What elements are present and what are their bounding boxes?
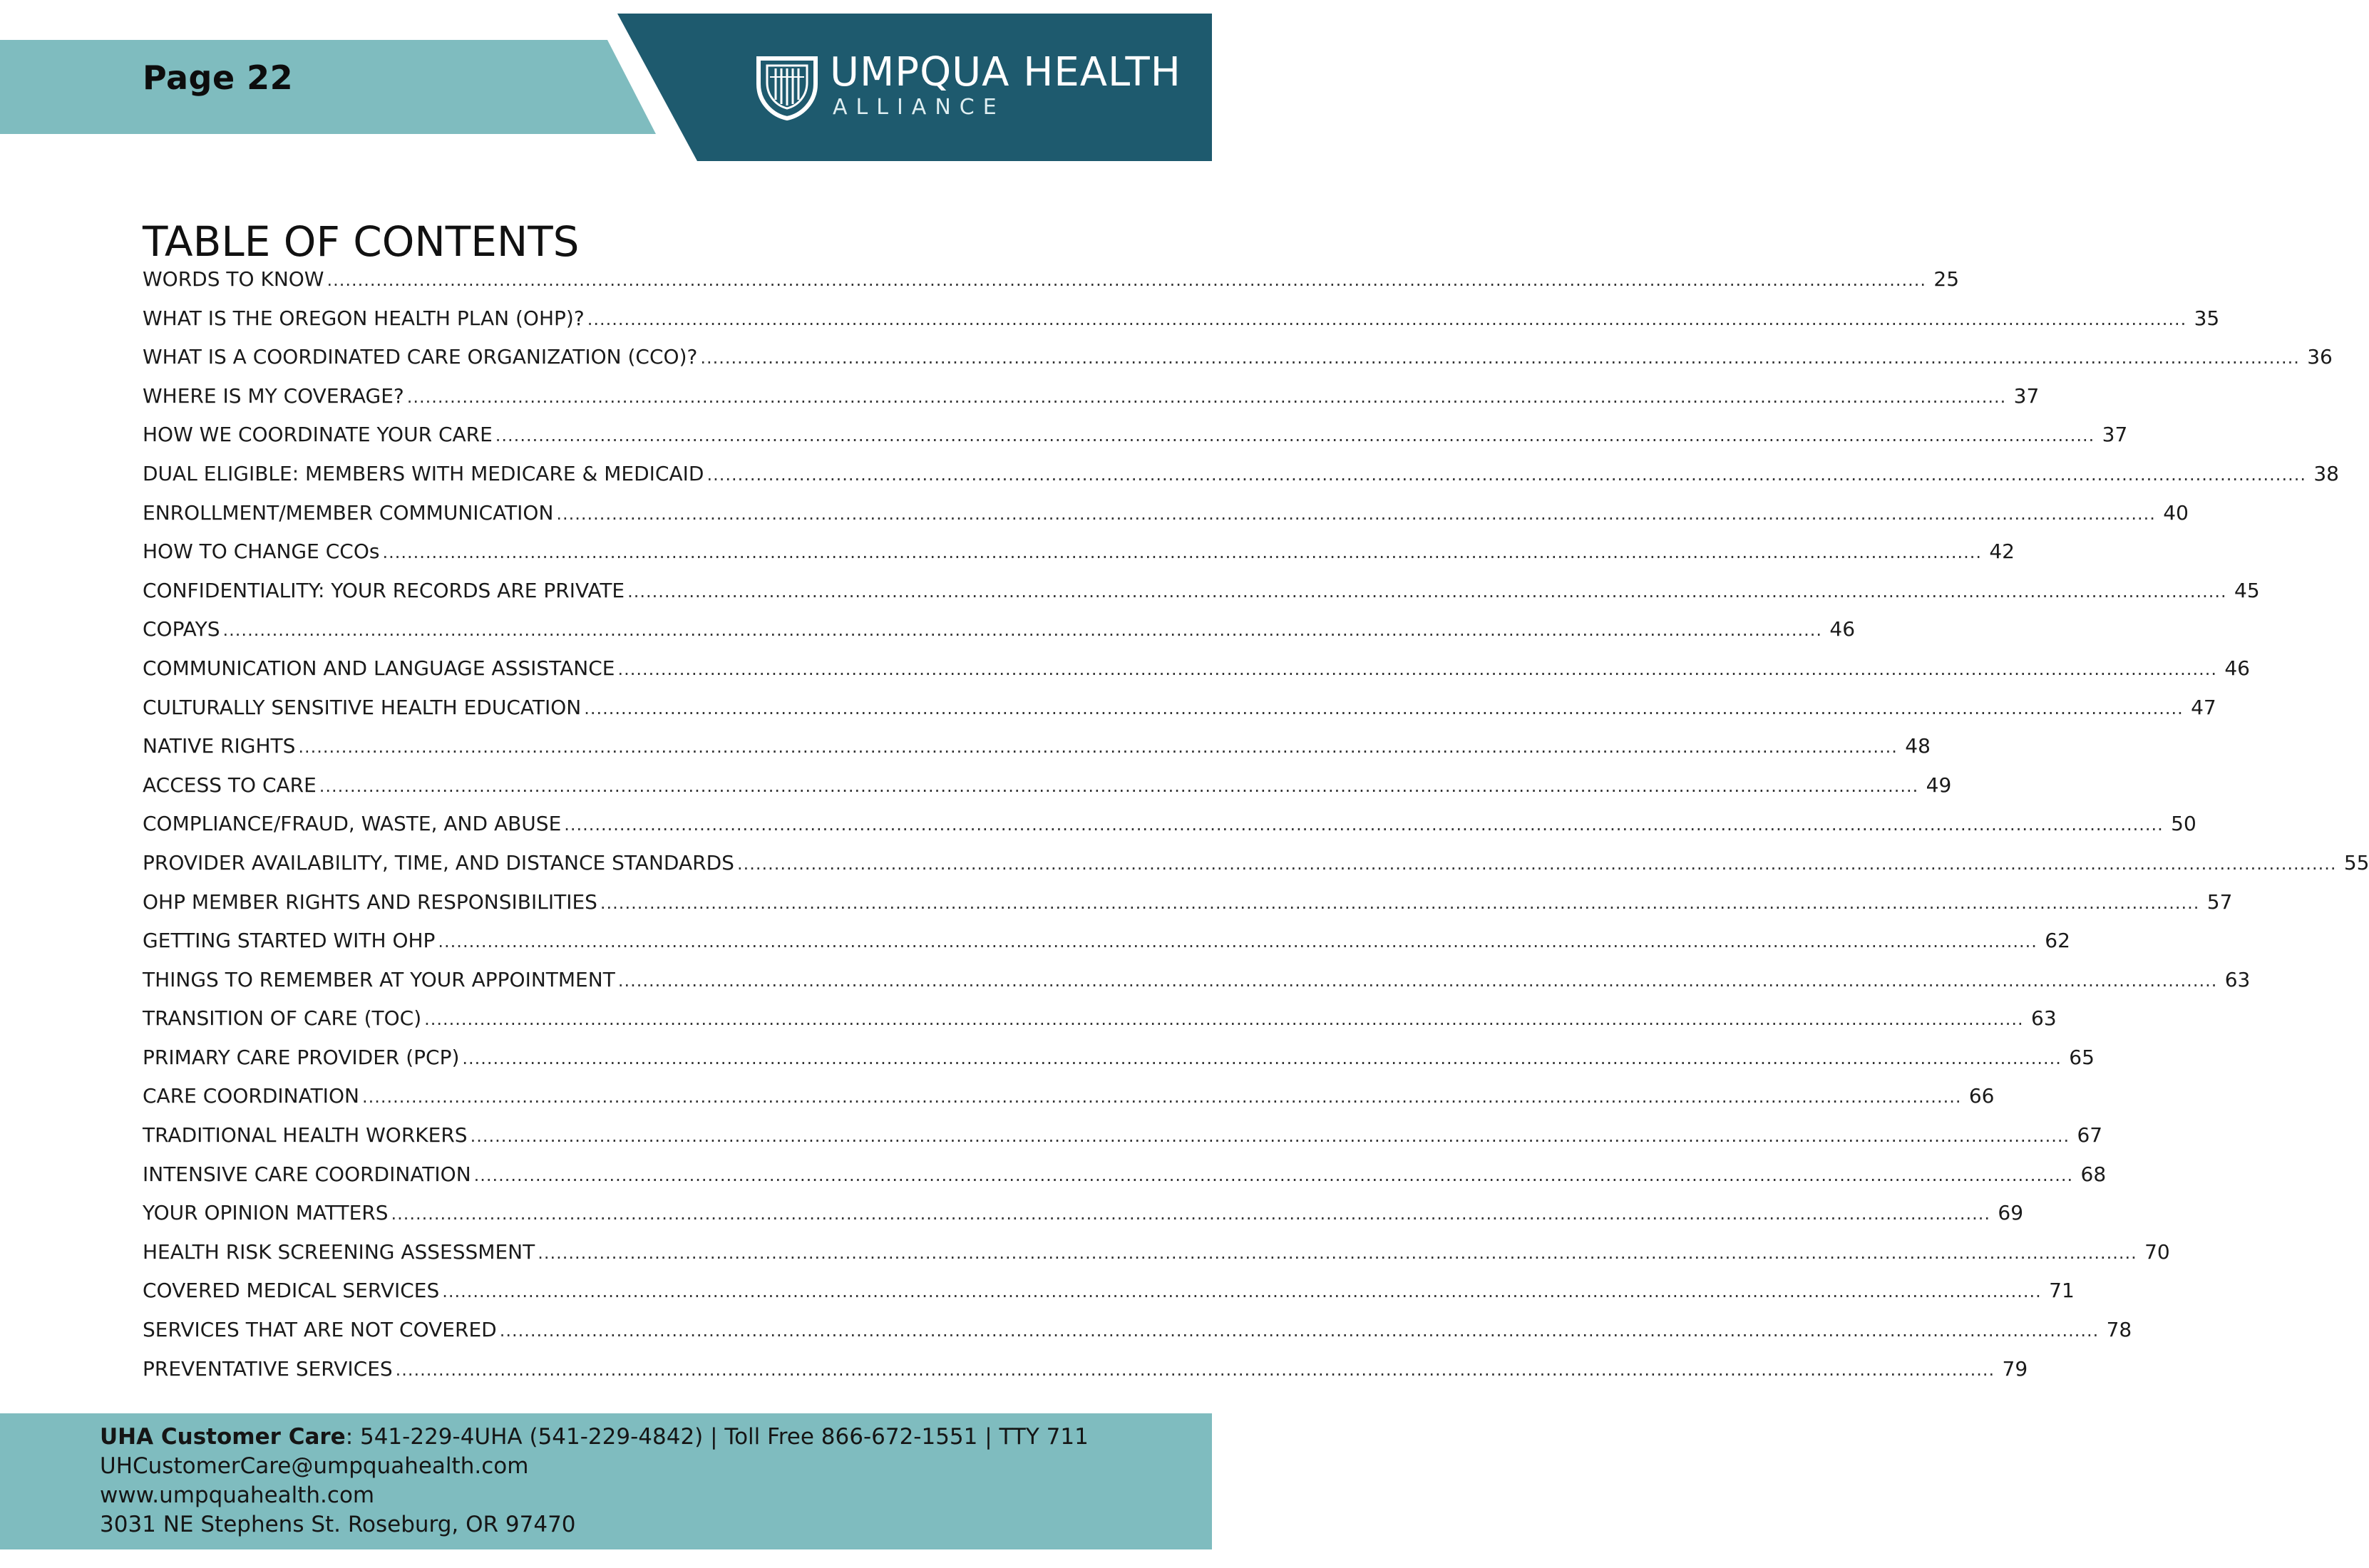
toc-entry[interactable] — [143, 1356, 2028, 1398]
toc-entry-label: OHP MEMBER RIGHTS AND RESPONSIBILITIES — [143, 889, 597, 914]
toc-entry[interactable] — [143, 929, 2070, 970]
page-number-label: Page 22 — [143, 58, 294, 97]
toc-dot-leader: .................................................................................................................................................................................................................................................................... — [327, 270, 1927, 290]
toc-entry-page: 71 — [2049, 1279, 2075, 1303]
toc-dot-leader: .................................................................................................................................................................................................................................................................... — [473, 1165, 2074, 1185]
toc-entry-page: 38 — [2313, 461, 2339, 485]
toc-entry-page: 66 — [1968, 1084, 1995, 1108]
toc-entry[interactable] — [143, 500, 2189, 542]
toc-entry[interactable] — [143, 1201, 2024, 1242]
toc-entry-page: 40 — [2163, 500, 2189, 525]
toc-entry-label: ACCESS TO CARE — [143, 773, 317, 797]
umpqua-health-logo — [753, 49, 1181, 124]
toc-entry-label: CONFIDENTIALITY: YOUR RECORDS ARE PRIVATE — [143, 578, 625, 602]
toc-entry[interactable] — [143, 1318, 2132, 1359]
toc-entry-page: 36 — [2307, 345, 2333, 369]
toc-dot-leader: .................................................................................................................................................................................................................................................................... — [627, 581, 2227, 602]
toc-entry-label: INTENSIVE CARE COORDINATION — [143, 1162, 471, 1186]
toc-entry-label: THINGS TO REMEMBER AT YOUR APPOINTMENT — [143, 967, 615, 991]
toc-entry-label: CULTURALLY SENSITIVE HEALTH EDUCATION — [143, 695, 582, 719]
toc-entry[interactable] — [143, 423, 2128, 464]
toc-entry[interactable] — [143, 1279, 2075, 1320]
toc-entry[interactable] — [143, 306, 2220, 348]
toc-entry-label: WORDS TO KNOW — [143, 267, 324, 291]
toc-dot-leader: .................................................................................................................................................................................................................................................................... — [406, 386, 2007, 407]
toc-entry-page: 67 — [2077, 1123, 2103, 1147]
toc-entry-page: 25 — [1933, 267, 1960, 291]
toc-entry-page: 42 — [1989, 540, 2015, 564]
toc-title: TABLE OF CONTENTS — [143, 217, 580, 266]
toc-entry-label: DUAL ELIGIBLE: MEMBERS WITH MEDICARE & MEDICAID — [143, 461, 704, 485]
toc-entry[interactable] — [143, 578, 2260, 620]
toc-dot-leader: .................................................................................................................................................................................................................................................................... — [470, 1126, 2070, 1147]
toc-entry-label: WHERE IS MY COVERAGE? — [143, 383, 404, 408]
toc-dot-leader: .................................................................................................................................................................................................................................................................... — [382, 542, 1982, 563]
toc-dot-leader: .................................................................................................................................................................................................................................................................... — [617, 970, 2218, 991]
toc-entry[interactable] — [143, 1239, 2170, 1281]
toc-entry-label: WHAT IS A COORDINATED CARE ORGANIZATION (CCO)? — [143, 345, 698, 369]
toc-dot-leader: .................................................................................................................................................................................................................................................................... — [736, 853, 2337, 874]
toc-entry-page: 46 — [1829, 617, 1856, 641]
footer-email[interactable]: UHCustomerCare@umpquahealth.com — [100, 1453, 529, 1479]
toc-entry-page: 49 — [1926, 773, 1952, 797]
toc-entry[interactable] — [143, 267, 1960, 309]
toc-entry[interactable] — [143, 812, 2196, 853]
logo-subtitle: ALLIANCE — [833, 95, 1005, 120]
toc-dot-leader: .................................................................................................................................................................................................................................................................... — [617, 659, 2217, 679]
toc-entry[interactable] — [143, 617, 1856, 659]
toc-entry-label: COMPLIANCE/FRAUD, WASTE, AND ABUSE — [143, 812, 562, 836]
toc-entry-page: 63 — [2031, 1006, 2057, 1031]
toc-entry[interactable] — [143, 1084, 1995, 1125]
toc-entry-page: 69 — [1998, 1201, 2024, 1225]
toc-entry-page: 65 — [2069, 1045, 2095, 1069]
toc-entry[interactable] — [143, 1162, 2107, 1204]
toc-entry-label: ENROLLMENT/MEMBER COMMUNICATION — [143, 500, 554, 525]
toc-entry[interactable] — [143, 461, 2339, 503]
toc-entry-page: 68 — [2080, 1162, 2107, 1186]
footer-website[interactable]: www.umpquahealth.com — [100, 1482, 375, 1508]
toc-entry-page: 70 — [2144, 1239, 2170, 1264]
toc-entry-page: 55 — [2343, 850, 2369, 875]
toc-entry-label: NATIVE RIGHTS — [143, 734, 296, 758]
phone-numbers: : 541-229-4UHA (541-229-4842) | Toll Free 866-672-1551 | TTY 711 — [345, 1424, 1089, 1450]
toc-entry-page: 37 — [2013, 383, 2040, 408]
toc-dot-leader: .................................................................................................................................................................................................................................................................... — [298, 737, 1898, 758]
toc-entry-label: COMMUNICATION AND LANGUAGE ASSISTANCE — [143, 656, 615, 680]
toc-dot-leader: .................................................................................................................................................................................................................................................................... — [361, 1087, 1962, 1108]
toc-dot-leader: .................................................................................................................................................................................................................................................................... — [584, 698, 2184, 718]
toc-entry-page: 35 — [2194, 306, 2220, 330]
toc-entry-page: 63 — [2224, 967, 2251, 991]
toc-entry[interactable] — [143, 695, 2216, 737]
toc-entry-label: PRIMARY CARE PROVIDER (PCP) — [143, 1045, 460, 1069]
toc-entry[interactable] — [143, 540, 2015, 581]
toc-dot-leader: .................................................................................................................................................................................................................................................................... — [438, 932, 2037, 952]
footer-address: 3031 NE Stephens St. Roseburg, OR 97470 — [100, 1512, 576, 1537]
toc-dot-leader: .................................................................................................................................................................................................................................................................... — [222, 620, 1823, 641]
toc-entry-label: PREVENTATIVE SERVICES — [143, 1356, 393, 1381]
toc-entry[interactable] — [143, 1123, 2103, 1165]
toc-entry-label: HEALTH RISK SCREENING ASSESSMENT — [143, 1239, 535, 1264]
toc-dot-leader: .................................................................................................................................................................................................................................................................... — [499, 1321, 2100, 1341]
toc-dot-leader: .................................................................................................................................................................................................................................................................... — [587, 309, 2187, 329]
toc-dot-leader: .................................................................................................................................................................................................................................................................... — [564, 815, 2164, 835]
toc-list — [143, 267, 2369, 1398]
toc-dot-leader: .................................................................................................................................................................................................................................................................... — [600, 892, 2200, 913]
toc-entry-page: 57 — [2206, 889, 2233, 914]
toc-entry-page: 79 — [2002, 1356, 2028, 1381]
shield-logo-icon — [753, 53, 821, 121]
toc-entry-page: 62 — [2045, 929, 2070, 953]
toc-entry-label: WHAT IS THE OREGON HEALTH PLAN (OHP)? — [143, 306, 585, 330]
toc-dot-leader: .................................................................................................................................................................................................................................................................... — [319, 775, 1919, 796]
toc-entry-label: SERVICES THAT ARE NOT COVERED — [143, 1318, 497, 1342]
toc-entry-label: YOUR OPINION MATTERS — [143, 1201, 389, 1225]
toc-entry-label: TRANSITION OF CARE (TOC) — [143, 1006, 422, 1031]
toc-entry[interactable] — [143, 345, 2333, 386]
logo-name: UMPQUA HEALTH — [830, 49, 1181, 96]
toc-dot-leader: .................................................................................................................................................................................................................................................................... — [538, 1242, 2137, 1263]
toc-entry-label: COPAYS — [143, 617, 220, 641]
toc-entry-page: 78 — [2106, 1318, 2132, 1342]
footer-phone-line — [100, 1423, 1089, 1452]
toc-entry-label: CARE COORDINATION — [143, 1084, 359, 1108]
toc-dot-leader: .................................................................................................................................................................................................................................................................... — [395, 1359, 1995, 1380]
toc-entry[interactable] — [143, 967, 2251, 1009]
footer-contact — [100, 1423, 1089, 1539]
toc-entry-page: 47 — [2191, 695, 2216, 719]
toc-dot-leader: .................................................................................................................................................................................................................................................................... — [391, 1204, 1991, 1224]
toc-entry-label: TRADITIONAL HEALTH WORKERS — [143, 1123, 468, 1147]
toc-entry[interactable] — [143, 383, 2040, 425]
toc-entry-page: 45 — [2234, 578, 2260, 602]
toc-entry[interactable] — [143, 889, 2233, 932]
toc-entry-page: 50 — [2171, 812, 2196, 836]
toc-entry[interactable] — [143, 850, 2369, 892]
toc-entry[interactable] — [143, 773, 1952, 815]
toc-entry-label: COVERED MEDICAL SERVICES — [143, 1279, 440, 1303]
toc-entry[interactable] — [143, 734, 1931, 775]
toc-dot-leader: .................................................................................................................................................................................................................................................................... — [700, 348, 2300, 368]
toc-dot-leader: .................................................................................................................................................................................................................................................................... — [424, 1009, 2024, 1030]
toc-entry-page: 37 — [2102, 423, 2128, 447]
toc-dot-leader: .................................................................................................................................................................................................................................................................... — [706, 464, 2306, 485]
toc-dot-leader: .................................................................................................................................................................................................................................................................... — [556, 503, 2156, 524]
toc-entry[interactable] — [143, 1006, 2057, 1048]
toc-dot-leader: .................................................................................................................................................................................................................................................................... — [495, 425, 2095, 446]
toc-entry-label: HOW TO CHANGE CCOs — [143, 540, 380, 564]
customer-care-label: UHA Customer Care — [100, 1424, 346, 1450]
toc-entry-page: 46 — [2224, 656, 2250, 680]
header-band-light — [0, 40, 656, 134]
toc-entry-label: HOW WE COORDINATE YOUR CARE — [143, 423, 493, 447]
toc-entry[interactable] — [143, 1045, 2095, 1087]
toc-entry[interactable] — [143, 656, 2250, 698]
toc-dot-leader: .................................................................................................................................................................................................................................................................... — [442, 1281, 2042, 1302]
toc-entry-label: PROVIDER AVAILABILITY, TIME, AND DISTANCE STANDARDS — [143, 850, 734, 875]
toc-dot-leader: .................................................................................................................................................................................................................................................................... — [462, 1048, 2062, 1068]
toc-entry-label: GETTING STARTED WITH OHP — [143, 929, 436, 953]
toc-entry-page: 48 — [1905, 734, 1931, 758]
